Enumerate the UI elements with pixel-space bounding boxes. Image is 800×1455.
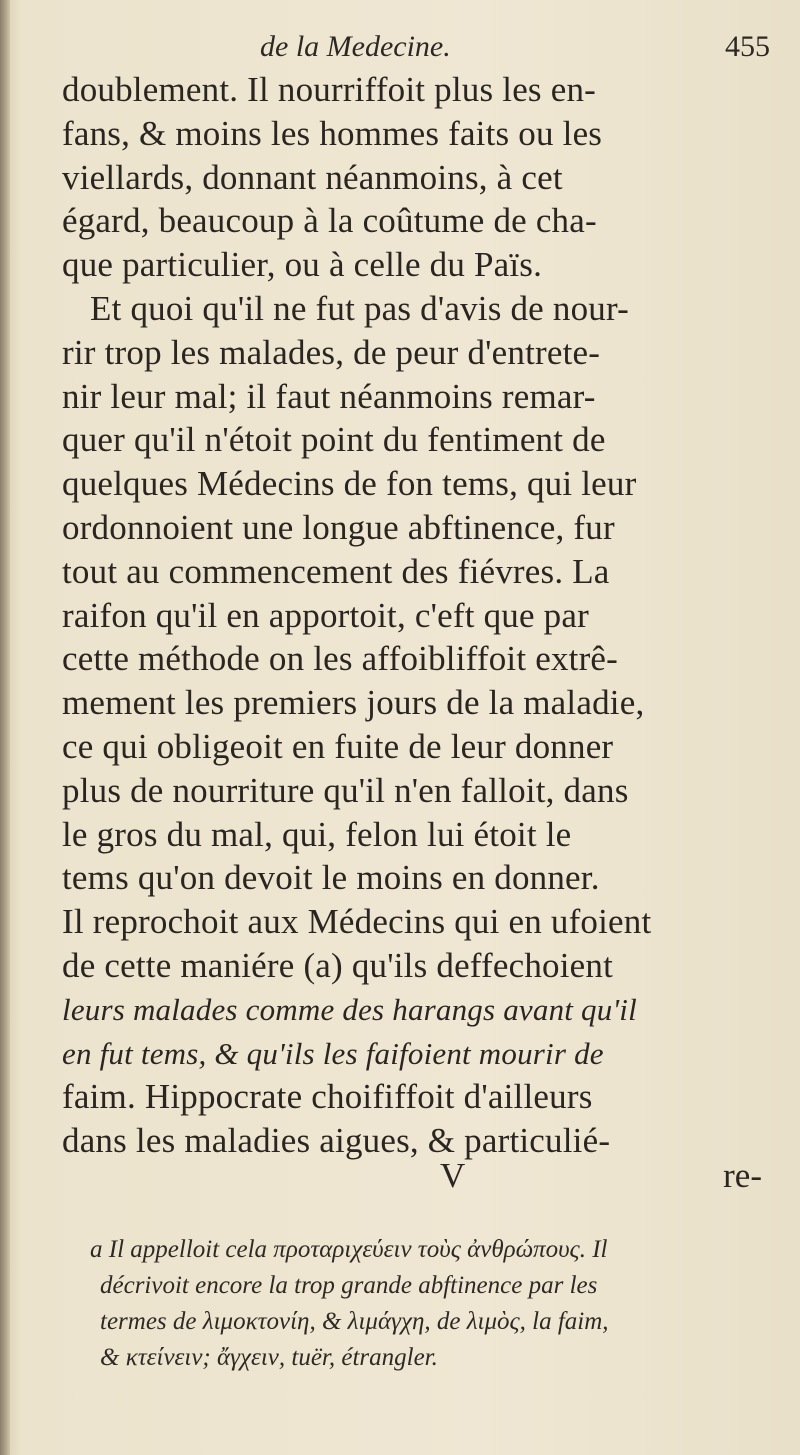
text-line: ordonnoient une longue abftinence, fur — [62, 507, 615, 547]
footnote-line: & κτείνειν; ἄγχειν, tuër, étrangler. — [100, 1344, 438, 1371]
footnote-line: a Il appelloit cela προταριχεύειν τοὺς ἀνθρώπους. Il — [90, 1236, 608, 1263]
text-line: tems qu'on devoit le moins en donner. — [62, 858, 600, 898]
body-text — [62, 68, 762, 1163]
text-line: Et quoi qu'il ne fut pas d'avis de nour- — [90, 288, 629, 328]
page-header — [260, 22, 770, 72]
catchword: re- — [723, 1156, 762, 1195]
text-line: le gros du mal, qui, felon lui étoit le — [62, 814, 572, 854]
text-line: doublement. Il nourriffoit plus les en- — [62, 70, 596, 109]
text-line: quer qu'il n'étoit point du fentiment de — [62, 420, 606, 460]
page-spine-shadow — [0, 0, 10, 1455]
signature-row — [62, 1156, 762, 1200]
footnote — [90, 1232, 760, 1376]
text-line: égard, beaucoup à la coûtume de cha- — [62, 201, 597, 241]
text-line: viellards, donnant néanmoins, à cet — [62, 157, 563, 197]
text-line-italic: leurs malades comme des harangs avant qu'il — [62, 991, 637, 1027]
text-line: nir leur mal; il faut néanmoins remar- — [62, 376, 596, 416]
text-line: mement les premiers jours de la maladie, — [62, 683, 645, 723]
text-line: de cette maniére (a) qu'ils deffechoient — [62, 945, 614, 985]
footnote-line: termes de λιμοκτονίη, & λιμάγχη, de λιμὸς, la faim, — [100, 1308, 609, 1335]
text-line: fans, & moins les hommes faits ou les — [62, 113, 603, 153]
text-line: plus de nourriture qu'il n'en falloit, dans — [62, 770, 629, 810]
text-line: dans les maladies aigues, & particulié- — [62, 1121, 611, 1161]
text-line: que particulier, ou à celle du Païs. — [62, 245, 543, 285]
text-line: raifon qu'il en apportoit, c'eft que par — [62, 595, 589, 635]
running-title: de la Medecine. — [260, 30, 451, 63]
text-line: faim. Hippocrate choififfoit d'ailleurs — [62, 1077, 593, 1117]
text-line: quelques Médecins de fon tems, qui leur — [62, 464, 637, 504]
signature-mark: V — [440, 1156, 466, 1195]
text-line-italic: en fut tems, & qu'ils les faifoient mourir de — [62, 1035, 604, 1071]
page-number: 455 — [725, 30, 770, 63]
text-line: Il reprochoit aux Médecins qui en ufoient — [62, 902, 652, 942]
text-line: tout au commencement des fiévres. La — [62, 551, 610, 591]
text-line: ce qui obligeoit en fuite de leur donner — [62, 726, 614, 766]
footnote-line: décrivoit encore la trop grande abftinence par les — [100, 1272, 598, 1299]
text-line: cette méthode on les affoibliffoit extrê- — [62, 639, 619, 679]
text-line: rir trop les malades, de peur d'entrete- — [62, 332, 601, 372]
